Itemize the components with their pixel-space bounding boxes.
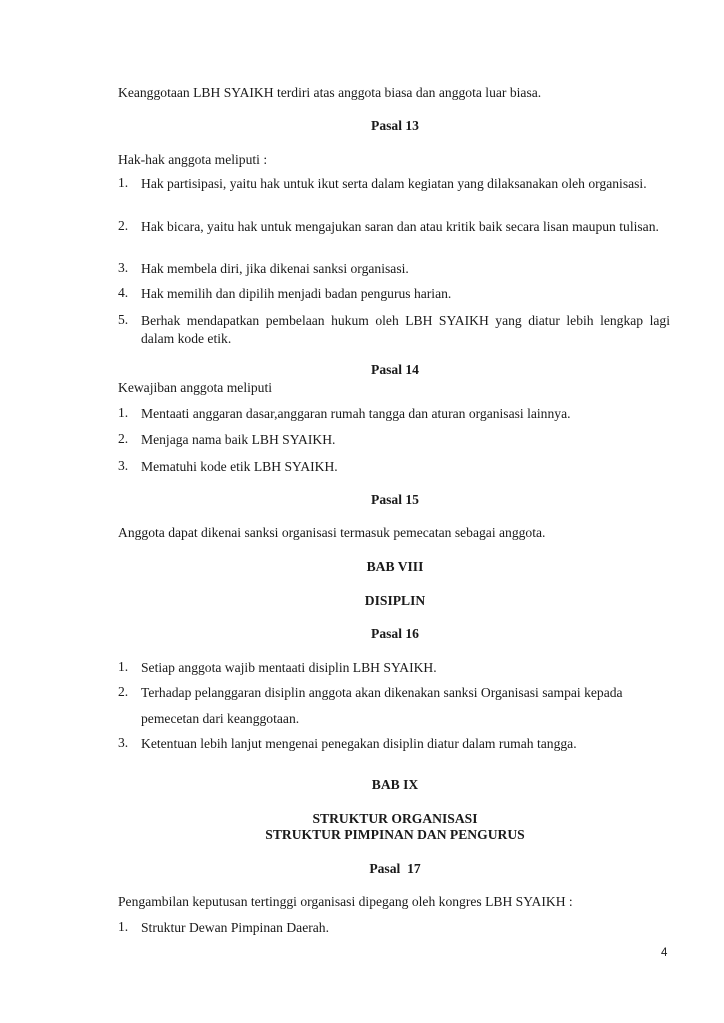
list-text: Mematuhi kode etik LBH SYAIKH. — [141, 459, 338, 474]
pasal-16-heading: Pasal 16 — [371, 626, 419, 641]
pasal-14-lead: Kewajiban anggota meliputi — [118, 380, 273, 395]
list-item — [118, 431, 670, 449]
list-item — [118, 405, 670, 423]
bab-9-subtitle-1: STRUKTUR ORGANISASI — [312, 811, 478, 826]
list-item — [118, 659, 670, 677]
list-item — [118, 684, 670, 728]
intro-paragraph: Keanggotaan LBH SYAIKH terdiri atas anggota biasa dan anggota luar biasa. — [118, 85, 542, 100]
list-item — [118, 919, 670, 937]
list-number: 2. — [118, 218, 129, 233]
list-number: 1. — [118, 175, 129, 190]
list-text: Terhadap pelanggaran disiplin anggota akan dikenakan sanksi Organisasi sampai kepada — [141, 685, 623, 700]
list-number: 1. — [118, 405, 129, 420]
bab-9-subtitle-2: STRUKTUR PIMPINAN DAN PENGURUS — [265, 827, 525, 842]
pasal-13-lead: Hak-hak anggota meliputi : — [118, 152, 268, 167]
list-text: Hak partisipasi, yaitu hak untuk ikut serta dalam kegiatan yang dilaksanakan oleh organisasi. — [141, 176, 647, 191]
list-item — [118, 175, 670, 193]
list-number: 5. — [118, 312, 129, 327]
list-text: Hak membela diri, jika dikenai sanksi organisasi. — [141, 261, 409, 276]
list-item — [118, 260, 670, 278]
pasal-15-text: Anggota dapat dikenai sanksi organisasi termasuk pemecatan sebagai anggota. — [118, 525, 546, 540]
list-text-continuation: pemecetan dari keanggotaan. — [141, 711, 300, 726]
pasal-17-heading: Pasal 17 — [369, 861, 421, 876]
list-text: Ketentuan lebih lanjut mengenai penegakan disiplin diatur dalam rumah tangga. — [141, 736, 577, 751]
list-text: Setiap anggota wajib mentaati disiplin LBH SYAIKH. — [141, 660, 437, 675]
list-number: 3. — [118, 735, 129, 750]
list-number: 4. — [118, 285, 129, 300]
list-number: 3. — [118, 458, 129, 473]
list-number: 3. — [118, 260, 129, 275]
pasal-13-heading: Pasal 13 — [371, 118, 419, 133]
page-number: 4 — [661, 947, 668, 959]
pasal-14-heading: Pasal 14 — [371, 362, 419, 377]
list-item — [118, 285, 670, 303]
pasal-17-lead: Pengambilan keputusan tertinggi organisasi dipegang oleh kongres LBH SYAIKH : — [118, 894, 573, 909]
list-number: 2. — [118, 684, 129, 699]
list-number: 2. — [118, 431, 129, 446]
list-text: Hak memilih dan dipilih menjadi badan pengurus harian. — [141, 286, 452, 301]
list-number: 1. — [118, 659, 129, 674]
list-text: Menjaga nama baik LBH SYAIKH. — [141, 432, 336, 447]
list-text: Mentaati anggaran dasar,anggaran rumah tangga dan aturan organisasi lainnya. — [141, 406, 571, 421]
list-item — [118, 312, 670, 348]
list-number: 1. — [118, 919, 129, 934]
list-text: Berhak mendapatkan pembelaan hukum oleh LBH SYAIKH yang diatur lebih lengkap lagi dalam kode etik. — [141, 313, 670, 346]
bab-8-title: BAB VIII — [366, 559, 424, 574]
bab-9-title: BAB IX — [371, 777, 419, 792]
bab-8-subtitle: DISIPLIN — [364, 593, 426, 608]
list-text: Hak bicara, yaitu hak untuk mengajukan saran dan atau kritik baik secara lisan maupun tulisan. — [141, 219, 659, 234]
list-item — [118, 458, 670, 476]
list-item — [118, 218, 670, 236]
list-item — [118, 735, 670, 753]
list-text: Struktur Dewan Pimpinan Daerah. — [141, 920, 330, 935]
pasal-15-heading: Pasal 15 — [371, 492, 419, 507]
